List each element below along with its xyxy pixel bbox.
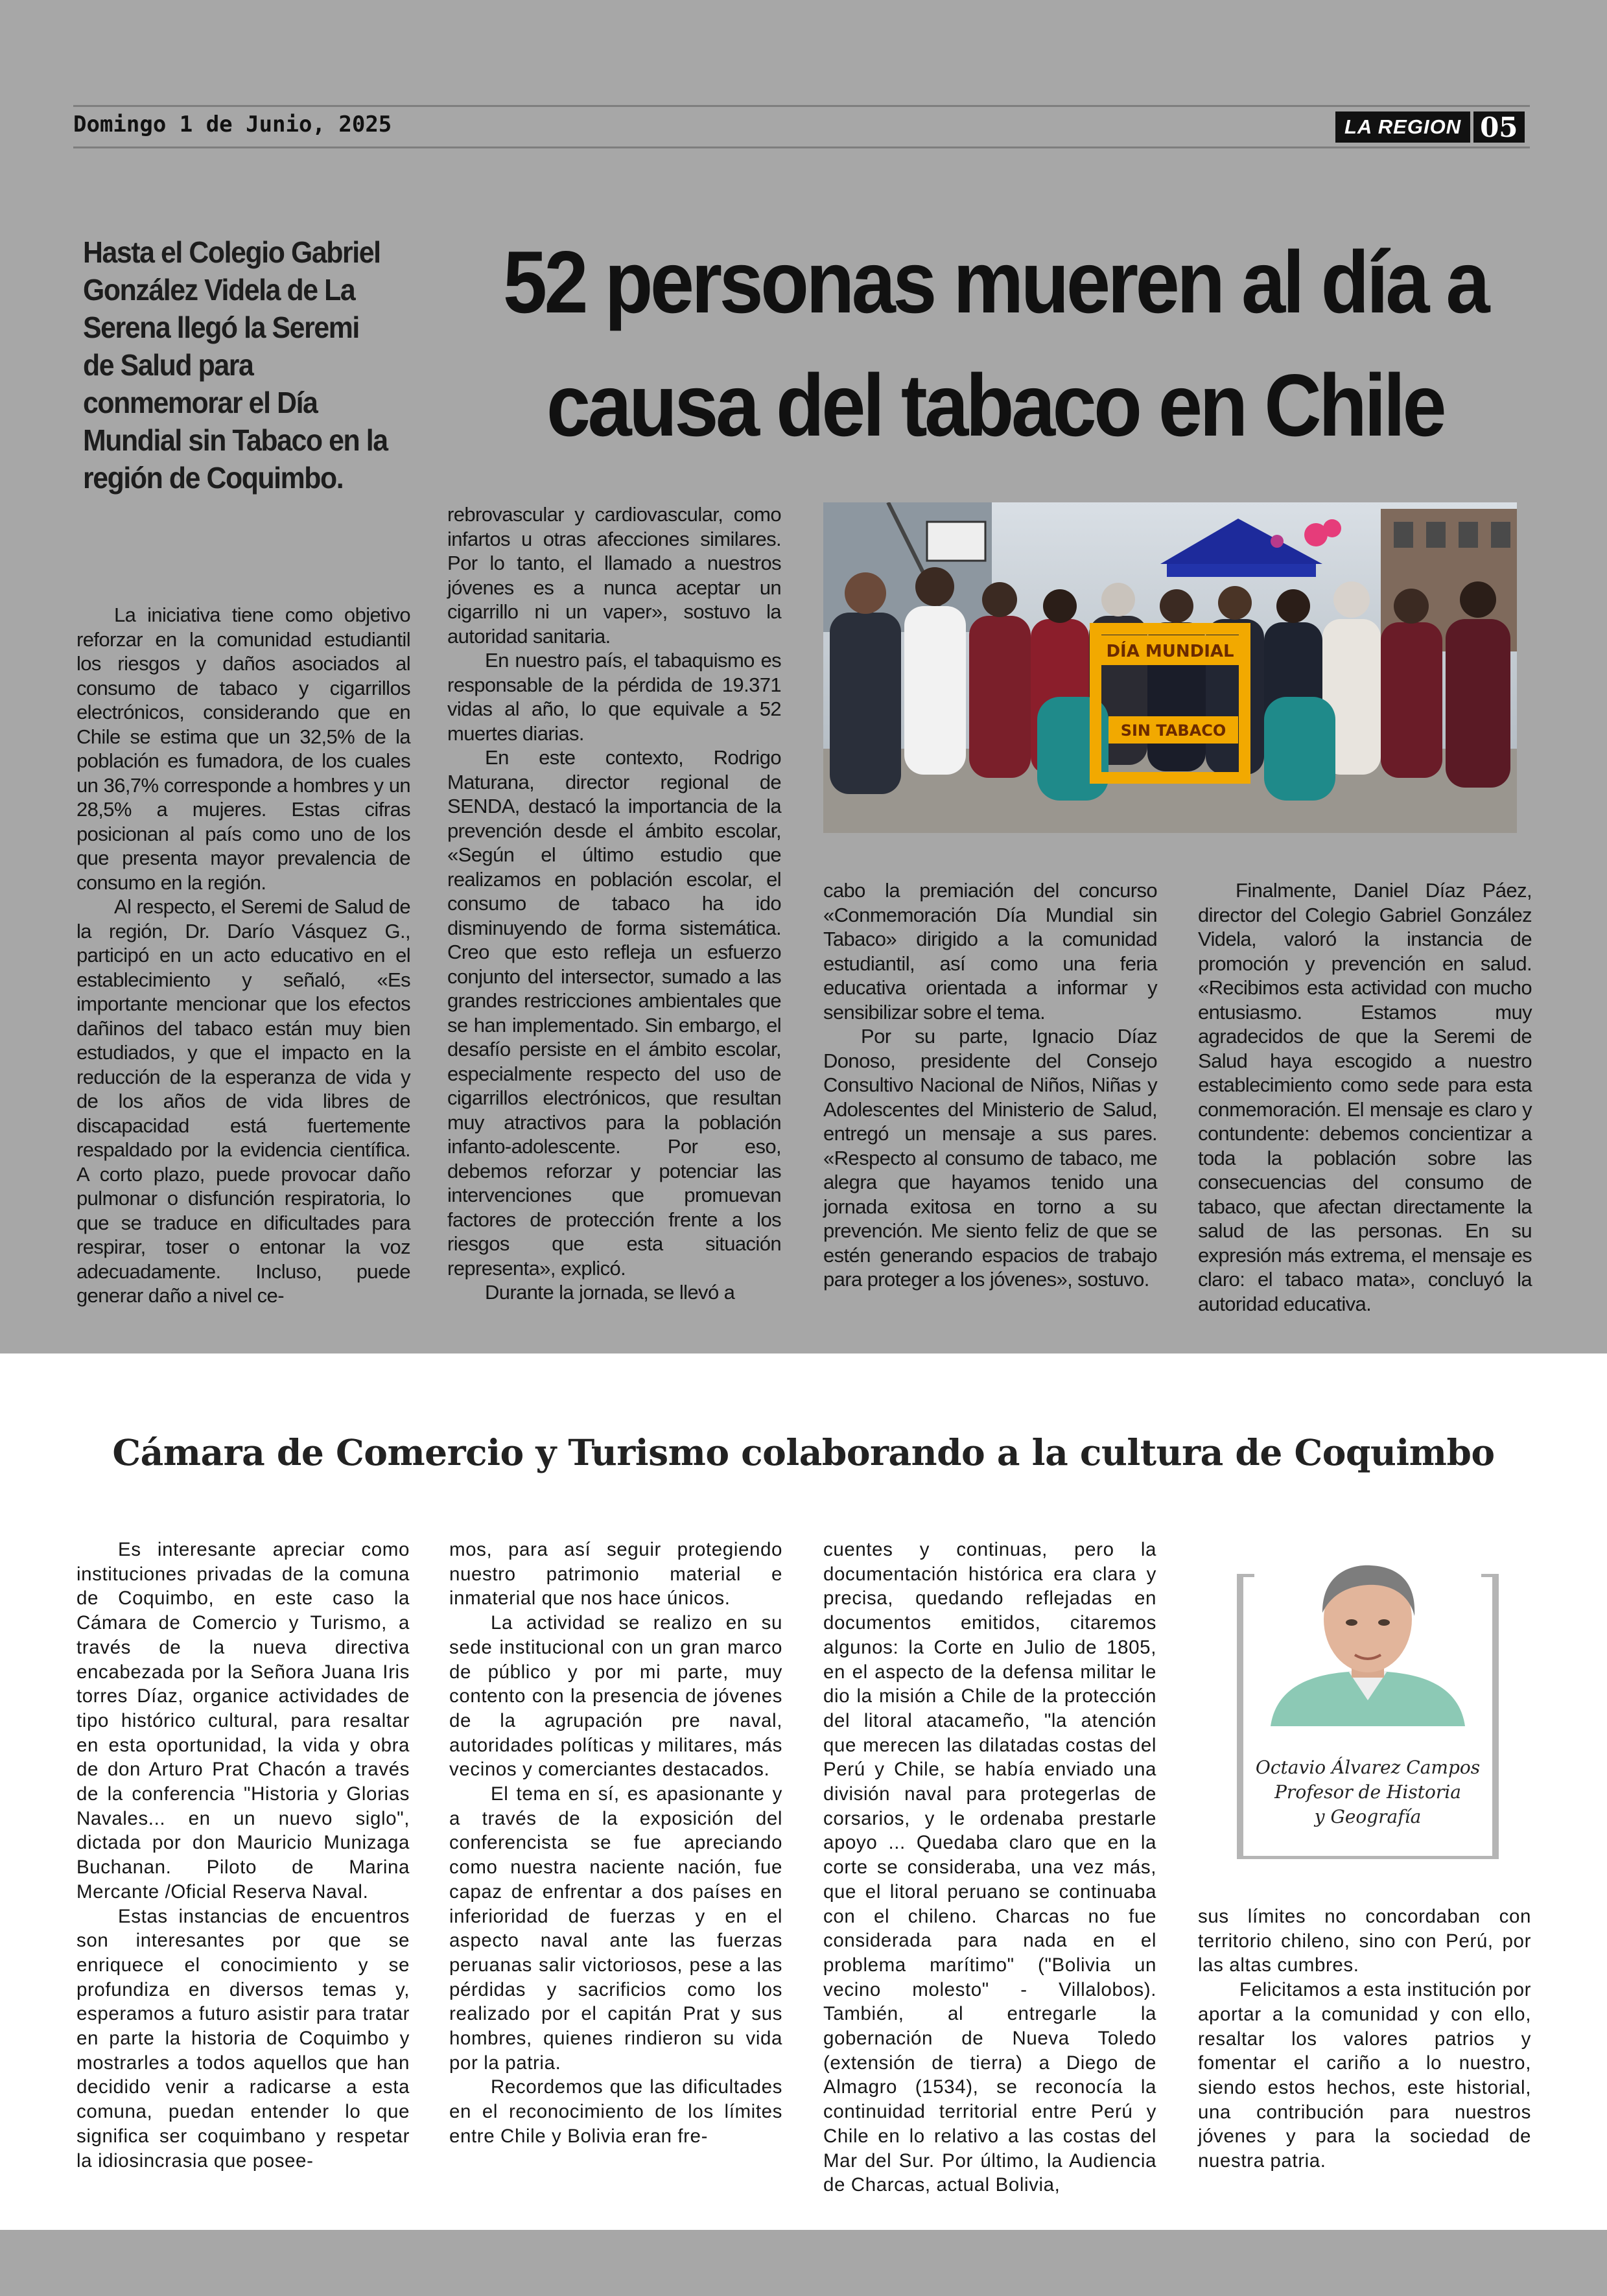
photo-banner-text-2: SIN TABACO <box>1120 721 1226 740</box>
paragraph: Recordemos que las dificultades en el reconocimiento de los límites entre Chile y Bolivia eran fre- <box>449 2076 782 2147</box>
paragraph: En nuestro país, el tabaquismo es responsable de la pérdida de 19.371 vidas al año, lo que equivale a 52 muertes diarias. <box>447 649 781 745</box>
article1-column-1 <box>76 603 410 1308</box>
paragraph: La actividad se realizo en su sede institucional con un gran marco de público y por mi parte, muy contento con la presencia de jóvenes de la agrupación pre naval, autoridades políticas y militares, más vecinos y comerciantes destacados. <box>449 1612 782 1781</box>
newspaper-brand <box>1335 111 1525 143</box>
newspaper-name: LA REGION <box>1335 111 1470 143</box>
author-caption <box>1235 1755 1501 1829</box>
author-name: Octavio Álvarez Campos <box>1255 1757 1481 1778</box>
header-bottom-rule <box>73 146 1530 148</box>
paragraph: Finalmente, Daniel Díaz Páez, director del Colegio Gabriel González Videla, valoró la instancia de promoción y prevención en salud. «Recibimos esta actividad con mucho entusiasmo. Estamos muy agradecidos de que la Seremi de Salud haya escogido a nuestro establecimiento como sede para esta conmemoración. El mensaje es claro y contundente: debemos concientizar a toda la población sobre las consecuencias del consumo de tabaco, que afectan directamente la salud de las personas. En su expresión más extrema, el mensaje es claro: el tabaco mata», concluyó la autoridad educativa. <box>1198 879 1532 1315</box>
headline-line-1: 52 personas mueren al día a <box>502 233 1488 331</box>
article2-column-1 <box>76 1538 410 2173</box>
group-photo-illustration <box>823 502 1517 833</box>
paragraph: La iniciativa tiene como objetivo reforzar en la comunidad estudiantil los riesgos y daños asociados al consumo de tabaco y cigarrillos electrónicos, considerando que en Chile se estima que un 32,5% de la población es fumadora, de los cuales un 36,7% corresponde a hombres y un 28,5% a mujeres. Estas cifras posicionan al país como uno de los que presenta mayor prevalencia de consumo en la región. <box>76 603 410 894</box>
article2-title: Cámara de Comercio y Turismo colaborando a la cultura de Coquimbo <box>112 1431 1495 1473</box>
paragraph: En este contexto, Rodrigo Maturana, director regional de SENDA, destacó la importancia de la prevención desde el ámbito escolar, «Según el último estudio que realizamos en población escolar, el consumo de tabaco ha ido disminuyendo de forma sistemática. Creo que esto refleja un esfuerzo conjunto del intersector, sumado a las grandes restricciones ambientales que se han implementado. Sin embargo, el desafío persiste en el ámbito escolar, especialmente respecto del uso de cigarrillos electrónicos, que resultan muy atractivos para la población infanto-adolescente. Por eso, debemos reforzar y potenciar las intervenciones que promuevan factores de protección frente a los riesgos que esta situación representa», explicó. <box>447 746 781 1280</box>
paragraph: El tema en sí, es apasionante y a través de la exposición del conferencista se fue apreciando como nuestra naciente nación, fue capaz de enfrentar a dos países en inferioridad de fuerzas y en el aspecto naval ante las fuerzas peruanas salir victoriosos, pese a las pérdidas y sacrificios como los realizado por el capitán Prat y sus hombres, quienes rindieron su vida por la patria. <box>449 1783 782 2074</box>
article-headline <box>502 220 1488 467</box>
author-box <box>1235 1574 1501 1859</box>
paragraph: Durante la jornada, se llevó a <box>485 1281 735 1304</box>
paragraph: sus límites no concordaban con territorio chileno, sino con Perú, por las altas cumbres. <box>1198 1906 1531 1976</box>
page-bottom-band <box>0 2230 1607 2296</box>
author-photo <box>1258 1551 1478 1726</box>
paragraph: Felicitamos a esta institución por aportar a la comunidad y con ello, resaltar los valores patrios y fomentar el cariño a lo nuestro, siendo estos hechos, este historial, una contribución para nuestros jóvenes y para la sociedad de nuestra patria. <box>1198 1979 1531 2172</box>
article2-column-2 <box>449 1538 782 2149</box>
article2-column-4 <box>1198 1904 1531 2173</box>
header-top-rule <box>73 105 1530 107</box>
article1-column-2 <box>447 502 781 1305</box>
author-role-2: y Geografía <box>1314 1806 1422 1827</box>
photo-banner-text-1: DÍA MUNDIAL <box>1106 642 1234 661</box>
paragraph: cuentes y continuas, pero la documentación histórica era clara y precisa, quedando reflejadas en documentos emitidos, citaremos algunos: la Corte en Julio de 1805, en el aspecto de la defensa militar le dio la misión a Chile de la protección del litoral atacameño, "la atención que merecen las dilatadas costas del Perú y Chile, se había enviado una división naval para protegerlas de corsarios, y le ordenaba prestarle apoyo ... Quedaba claro que en la corte se consideraba, una vez más, que el litoral peruano se continuaba con el chileno. Charcas no fue considerada para nada en el problema marítimo" ("Bolivia un vecino molesto" - Villalobos). También, al entregarle la gobernación de Nueva Toledo (extensión de tierra) a Diego de Almagro (1534), se reconocía la continuidad territorial entre Perú y Chile en lo relativo a las costas del Mar del Sur. Por último, la Audiencia de Charcas, actual Bolivia, <box>823 1539 1156 2196</box>
article1-column-3 <box>823 878 1157 1292</box>
group-photo <box>823 502 1517 833</box>
paragraph: Estas instancias de encuentros son interesantes por que se enriquece el conocimiento y se profundiza en diversos temas y, esperamos a futuro asistir para tratar en parte la historia de Coquimbo y mostrarles a todos aquellos que han decidido venir a radicarse a esta comuna, puedan entender lo que significa ser coquimbano y respetar la idiosincrasia que posee- <box>76 1905 410 2172</box>
paragraph: Es interesante apreciar como instituciones privadas de la comuna de Coquimbo, en este caso la Cámara de Comercio y Turismo, a través de la nueva directiva encabezada por la Señora Juana Iris torres Díaz, organice actividades de tipo histórico cultural, para resaltar en esta oportunidad, la vida y obra de don Arturo Prat Chacón a través de la conferencia "Historia y Glorias Navales... en un nuevo siglo", dictada por don Mauricio Munizaga Buchanan. Piloto de Marina Mercante /Oficial Reserva Naval. <box>76 1539 410 1903</box>
article2-column-3 <box>823 1538 1156 2197</box>
page-number: 05 <box>1473 111 1524 143</box>
paragraph: Al respecto, el Seremi de Salud de la región, Dr. Darío Vásquez G., participó en un acto educativo en el establecimiento y señaló, «Es importante mencionar que los efectos dañinos del tabaco están muy bien estudiados, y que el impacto en la reducción de la esperanza de vida y de los años de vida libres de discapacidad está fuertemente respaldado por la evidencia científica. A corto plazo, puede provocar daño pulmonar o disfunción respiratoria, lo que se traduce en dificultades para respirar, toser o entonar la voz adecuadamente. Incluso, puede generar daño a nivel ce- <box>76 895 410 1307</box>
article1-column-4 <box>1198 878 1532 1316</box>
paragraph: rebrovascular y cardiovascular, como infartos u otras afecciones similares. Por lo tanto, el llamado a nuestros jóvenes es a nunca aceptar un cigarrillo ni un vaper», sostuvo la autoridad sanitaria. <box>447 503 781 648</box>
article-subtitle: Hasta el Colegio Gabriel González Videla de La Serena llegó la Seremi de Salud para conmemorar el Día Mundial sin Tabaco en la región de Coquimbo. <box>83 235 388 495</box>
paragraph: Por su parte, Ignacio Díaz Donoso, presidente del Consejo Consultivo Nacional de Niños, Niñas y Adolescentes del Ministerio de Salud, entregó un mensaje a sus pares. «Respecto al consumo de tabaco, me alegra que hayamos tenido una jornada exitosa en torno a su prevención. Me siento feliz de que se estén generando espacios de trabajo para proteger a los jóvenes», sostuvo. <box>823 1025 1157 1291</box>
paragraph: mos, para así seguir protegiendo nuestro patrimonio material e inmaterial que nos hace únicos. <box>449 1539 782 1610</box>
author-role-1: Profesor de Historia <box>1274 1781 1461 1803</box>
headline-line-2: causa del tabaco en Chile <box>546 356 1444 454</box>
paragraph: cabo la premiación del concurso «Conmemoración Día Mundial sin Tabaco» dirigido a la comunidad estudiantil, así como una feria educativa orientada a informar y sensibilizar sobre el tema. <box>823 879 1157 1024</box>
issue-date: Domingo 1 de Junio, 2025 <box>73 111 392 137</box>
